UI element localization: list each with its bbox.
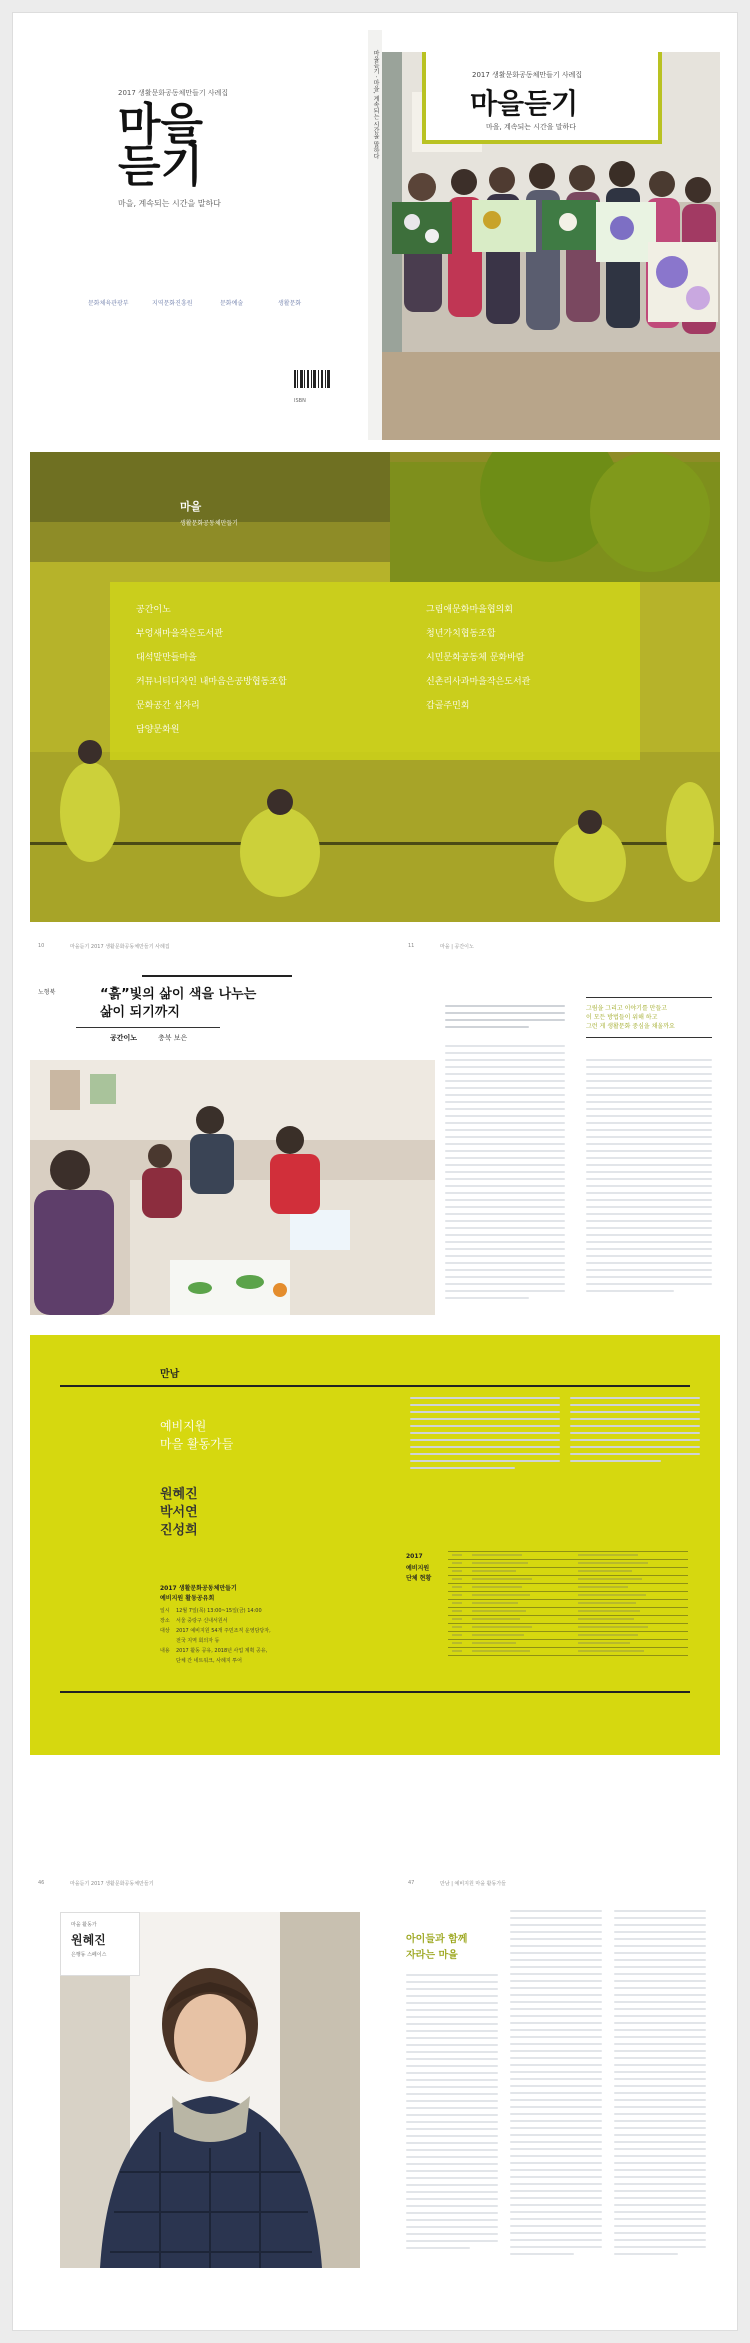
- logo-row: [88, 298, 348, 310]
- village-list-item: 공간이노: [136, 605, 171, 615]
- info-key: 장소: [160, 1618, 170, 1624]
- info-value: 12월 7일(목) 13:00~15일(금) 14:00: [176, 1608, 262, 1614]
- name-tag-label: 마을 활동가: [71, 1922, 97, 1928]
- info-value: 전국 지역 회의자 등: [176, 1638, 220, 1644]
- chapter-spread: [30, 452, 720, 922]
- intro-col-1: [410, 1397, 560, 1474]
- profile-spread: [30, 1870, 720, 2310]
- meta-region: 충북 보은: [158, 1034, 188, 1042]
- page-number-right: 47: [408, 1880, 415, 1886]
- village-list-item: 문화공간 섬자리: [136, 701, 200, 711]
- meeting-spread: [30, 1335, 720, 1755]
- meeting-title-2: 마을 활동가들: [160, 1437, 234, 1451]
- profile-headline-2: 자라는 마을: [406, 1950, 458, 1961]
- village-list-panel: [110, 582, 640, 760]
- chapter-subheading: 생활문화공동체만들기: [180, 520, 238, 527]
- pull-quote: [586, 997, 712, 1038]
- logo-3: 문화예술: [220, 300, 244, 307]
- village-list-item: 부엉새마을작은도서관: [136, 629, 223, 639]
- pull-quote-line: 이 모든 방법들이 위해 하고: [586, 1014, 658, 1021]
- meeting-heading: 만남: [160, 1369, 180, 1380]
- barcode-icon: [294, 370, 330, 396]
- info-key: 내용: [160, 1648, 170, 1654]
- article-spread: [30, 935, 720, 1325]
- village-list-item: 시민문화공동체 문화바람: [426, 653, 525, 663]
- small-cover-series: 2017 생활문화공동체만들기 사례집: [118, 89, 229, 97]
- group-status-table: [448, 1549, 700, 1665]
- logo-1: 문화체육관광부: [88, 300, 129, 307]
- pull-quote-line: 그림을 그리고 이야기를 만들고: [586, 1005, 668, 1012]
- info-title-2: 예비지원 활동공유회: [160, 1595, 215, 1602]
- spine-text: 마을듣기 · 마을, 계속되는 시간을 말하다: [372, 50, 379, 160]
- running-header-right: 마을 | 공간이노: [440, 944, 474, 950]
- workshop-photo: [30, 1060, 435, 1315]
- headline-line-2: 삶이 되기까지: [100, 1005, 180, 1020]
- village-list-item: 담양문화원: [136, 725, 180, 735]
- section-label: 노형북: [38, 989, 56, 996]
- info-key: 대상: [160, 1628, 170, 1634]
- cover-subtitle: 마을, 계속되는 시간을 말하다: [486, 123, 577, 131]
- village-list-item: 갑골주민회: [426, 701, 470, 711]
- profile-col-1: [406, 1974, 498, 2254]
- participant-name: 진성희: [160, 1523, 198, 1538]
- small-cover-subtitle: 마을, 계속되는 시간을 말하다: [118, 199, 221, 208]
- table-title-2: 예비지원: [406, 1565, 430, 1572]
- village-list-item: 대석말만들마을: [136, 653, 197, 663]
- barcode-caption: ISBN: [294, 398, 306, 404]
- chapter-heading: 마을: [180, 500, 202, 513]
- meeting-bottom-rule: [60, 1691, 690, 1693]
- meeting-title-1: 예비지원: [160, 1419, 207, 1433]
- info-list: [160, 1607, 340, 1667]
- cover-title: 마을듣기: [470, 87, 579, 120]
- pull-quote-line: 그런 게 생활문화 중심을 채울까요: [586, 1023, 675, 1030]
- cover-series: 2017 생활문화공동체만들기 사례집: [472, 71, 583, 79]
- logo-2: 지역문화진흥원: [152, 300, 193, 307]
- info-value: 단체 간 네트워크, 사례지 투어: [176, 1658, 242, 1664]
- village-list-item: 청년가치협동조합: [426, 629, 496, 639]
- village-list-item: 그림애문화마을협의회: [426, 605, 513, 615]
- running-header-right: 만남 | 예비지원 마을 활동가들: [440, 1881, 507, 1887]
- running-header-left: 마을듣기 2017 생활문화공동체만들기: [70, 1881, 154, 1887]
- headline-line-1: “흙”빛의 삶이 색을 나누는: [100, 987, 257, 1002]
- meta-name: 공간이노: [110, 1034, 138, 1042]
- info-key: 일시: [160, 1608, 170, 1614]
- village-list-item: 신촌리사과마을작은도서관: [426, 677, 531, 687]
- small-cover-title-2: 듣기: [118, 141, 204, 192]
- body-text-col-2: [586, 1059, 712, 1297]
- logo-4: 생활문화: [278, 300, 302, 307]
- page-number-left: 10: [38, 943, 45, 949]
- participant-name: 원혜진: [160, 1487, 198, 1502]
- running-header-left: 마을듣기 2017 생활문화공동체만들기 사례집: [70, 944, 170, 950]
- participant-name: 박서연: [160, 1505, 198, 1520]
- body-text-col-1: [445, 1005, 565, 1304]
- profile-col-3: [614, 1910, 706, 2260]
- table-title-1: 2017: [406, 1553, 423, 1560]
- page-number-right: 11: [408, 943, 415, 949]
- cover-title-block: [422, 52, 662, 144]
- meta-rule: [76, 1027, 220, 1028]
- profile-col-2: [510, 1910, 602, 2260]
- cover-spread: [30, 30, 720, 440]
- small-cover-title-1: 마을: [118, 99, 204, 150]
- page-number-left: 46: [38, 1880, 45, 1886]
- info-title-1: 2017 생활문화공동체만들기: [160, 1585, 237, 1592]
- profile-headline-1: 아이들과 함께: [406, 1934, 468, 1945]
- name-tag-org: 은행동 스페이스: [71, 1952, 107, 1958]
- headline-rule: [142, 975, 292, 977]
- book-spine: [368, 30, 382, 440]
- meeting-top-rule: [60, 1385, 690, 1387]
- village-list-item: 커뮤니티디자인 내마음은공방협동조합: [136, 677, 287, 687]
- name-tag: [60, 1912, 140, 1976]
- info-value: 서울 중랑구 신내서원서: [176, 1618, 228, 1624]
- info-value: 2017 활동 공유, 2018년 사업 계획 공유,: [176, 1648, 268, 1654]
- table-title-3: 단체 현황: [406, 1575, 432, 1582]
- info-value: 2017 예비지원 54개 주민조직 운영담당자,: [176, 1628, 271, 1634]
- intro-col-2: [570, 1397, 700, 1467]
- name-tag-name: 원혜진: [71, 1933, 106, 1947]
